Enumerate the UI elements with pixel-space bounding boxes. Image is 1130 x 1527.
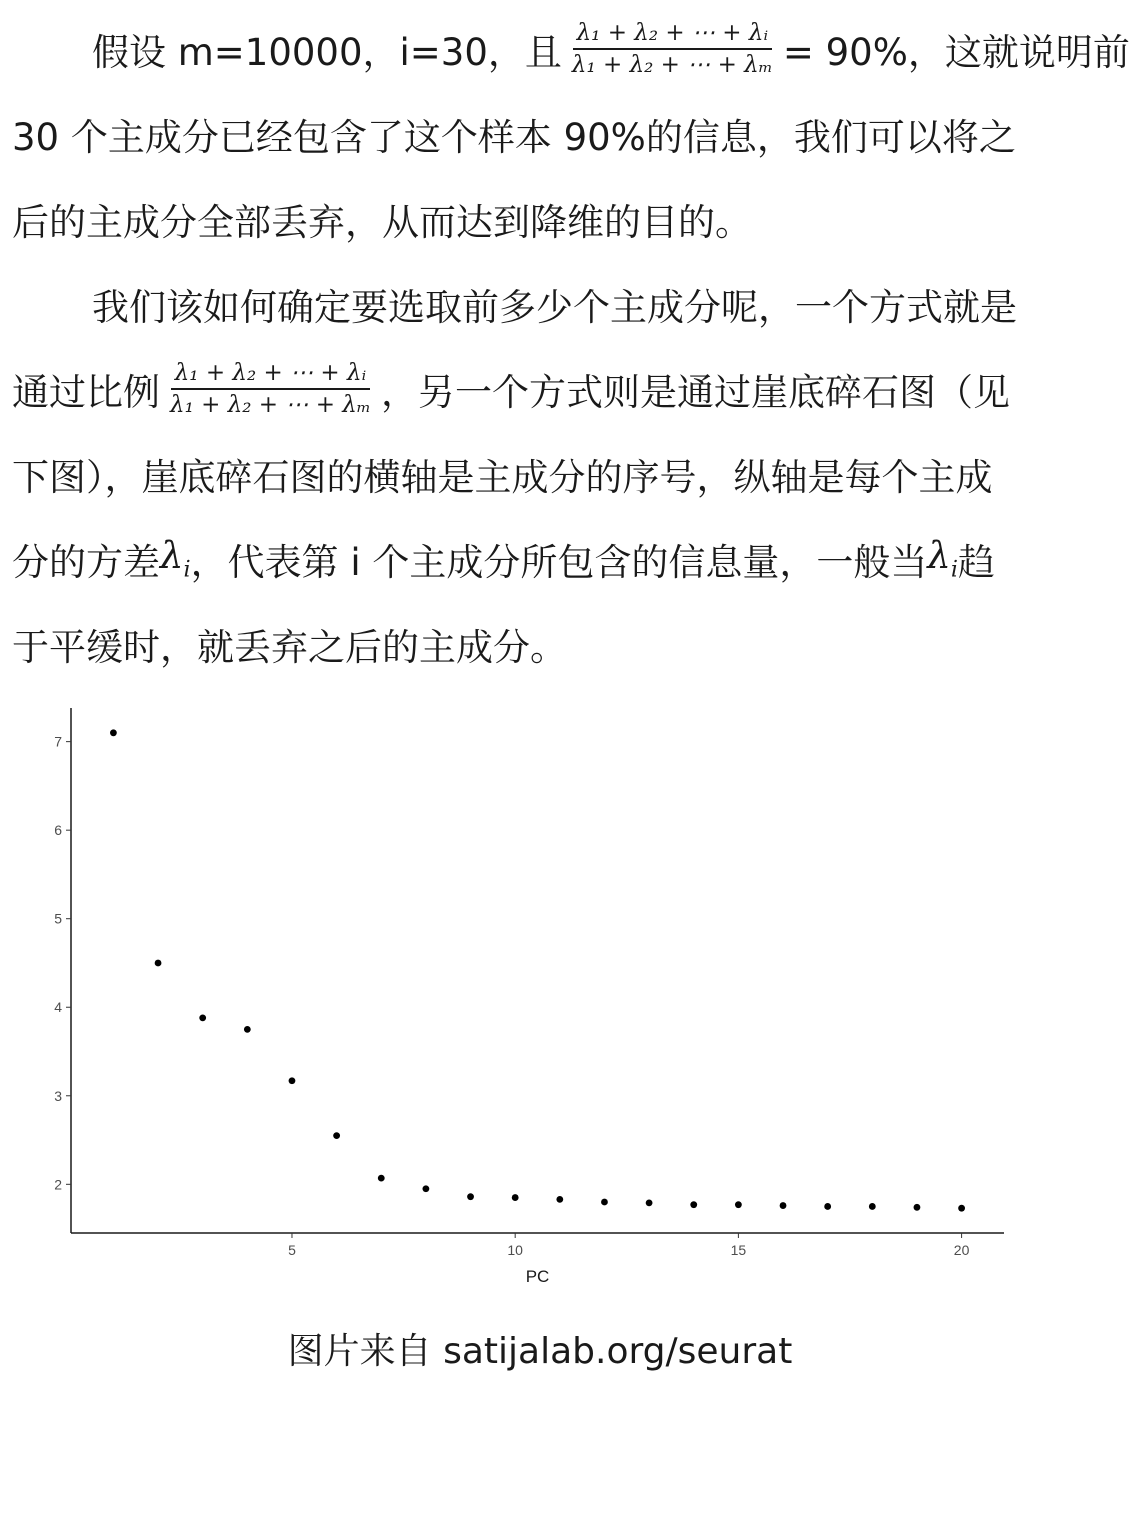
x-tick-label: 20 — [953, 1242, 970, 1258]
fraction-numerator: λ₁ + λ₂ + ⋯ + λᵢ — [573, 18, 772, 50]
data-point — [601, 1199, 608, 1206]
data-point — [690, 1201, 697, 1208]
fraction-numerator-2: λ₁ + λ₂ + ⋯ + λᵢ — [171, 358, 370, 390]
data-point — [467, 1193, 474, 1200]
paragraph-1-line-2: 30 个主成分已经包含了这个样本 90%的信息，我们可以将之 — [12, 115, 1016, 159]
data-point — [824, 1203, 831, 1210]
p2-text-e: 趋 — [957, 540, 995, 584]
data-point — [289, 1077, 296, 1084]
paragraph-1-line-1 — [92, 6, 1130, 91]
y-tick-label: 6 — [54, 822, 62, 839]
ratio-fraction — [568, 18, 777, 80]
p2-text-b: ，另一个方式则是通过崖底碎石图（见 — [380, 370, 1010, 414]
p2-text-a: 通过比例 — [12, 370, 160, 414]
paragraph-1-line-3: 后的主成分全部丢弃，从而达到降维的目的。 — [12, 200, 752, 244]
data-point — [735, 1201, 742, 1208]
x-tick-label: 10 — [507, 1242, 523, 1258]
paragraph-2-line-1: 我们该如何确定要选取前多少个主成分呢，一个方式就是 — [92, 285, 1017, 329]
lambda-i-symbol: $\lambda_i$ — [160, 534, 191, 583]
data-point — [556, 1196, 563, 1203]
y-tick-label: 5 — [54, 910, 62, 927]
x-tick-label: 15 — [730, 1242, 747, 1258]
data-point — [780, 1202, 787, 1209]
y-tick-label: 7 — [54, 733, 62, 750]
data-point — [199, 1014, 206, 1021]
paragraph-2-line-4 — [12, 516, 995, 601]
data-point — [646, 1199, 653, 1206]
y-tick-label: 4 — [54, 999, 62, 1016]
fraction-denominator: λ₁ + λ₂ + ⋯ + λₘ — [571, 51, 773, 78]
y-tick-label: 3 — [54, 1087, 62, 1104]
data-point — [422, 1185, 429, 1192]
data-point — [378, 1175, 385, 1182]
data-point — [333, 1132, 340, 1139]
data-point — [914, 1204, 921, 1211]
y-tick-label: 2 — [54, 1176, 62, 1193]
data-point — [110, 729, 117, 736]
data-point — [512, 1194, 519, 1201]
figure-caption: 图片来自 satijalab.org/seurat — [287, 1331, 793, 1372]
paragraph-2-line-5: 于平缓时，就丢弃之后的主成分。 — [12, 625, 567, 669]
data-point — [958, 1205, 965, 1212]
ratio-fraction-2 — [166, 358, 375, 420]
lambda-i-symbol-2: $\lambda_i$ — [927, 534, 958, 583]
x-tick-label: 5 — [288, 1242, 296, 1258]
data-point — [155, 960, 162, 967]
x-axis-title: PC — [525, 1267, 550, 1286]
p2-text-d: ，代表第 i 个主成分所包含的信息量，一般当 — [190, 540, 928, 584]
p1-text-b: = 90%，这就说明前 — [782, 30, 1130, 74]
p2-text-c: 分的方差 — [12, 540, 160, 584]
paragraph-2-line-2 — [12, 346, 1010, 431]
scree-plot — [0, 690, 1080, 1300]
paragraph-2-line-3: 下图），崖底碎石图的横轴是主成分的序号，纵轴是每个主成 — [12, 455, 993, 499]
p1-text-a: 假设 m=10000，i=30，且 — [92, 30, 562, 74]
data-point — [244, 1026, 251, 1033]
data-point — [869, 1203, 876, 1210]
fraction-denominator-2: λ₁ + λ₂ + ⋯ + λₘ — [170, 391, 371, 418]
